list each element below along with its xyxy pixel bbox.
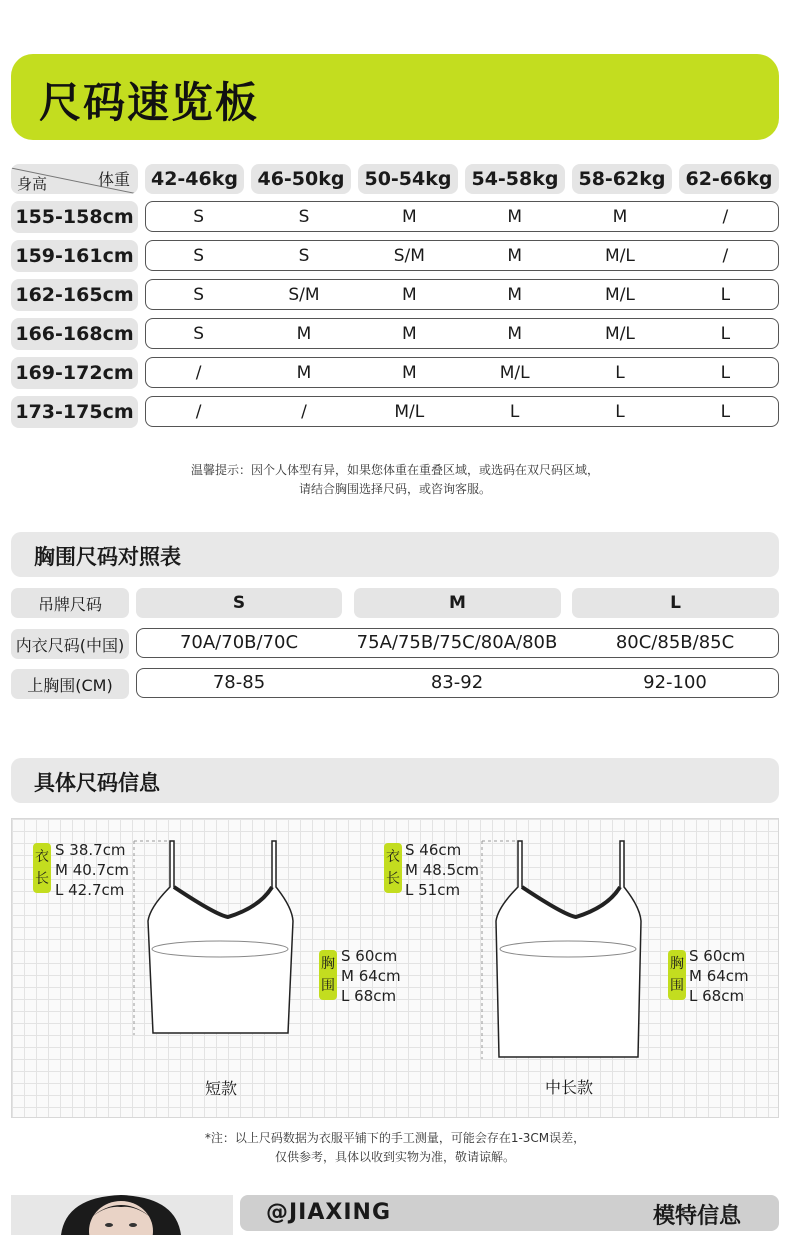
size-cell: M <box>612 206 628 227</box>
size-cell: L <box>720 284 731 305</box>
height-header: 159-161cm <box>11 240 138 272</box>
size-cell: M <box>401 206 417 227</box>
tag-char: 衣 <box>35 849 49 865</box>
height-axis-label: 身高 <box>17 175 48 193</box>
tag-char: 围 <box>670 978 684 994</box>
tag-char: 长 <box>386 871 400 887</box>
length-tag <box>384 843 402 893</box>
short-camisole-illustration <box>132 837 302 1057</box>
garment-diagram-panel <box>11 818 779 1118</box>
size-cell: / <box>722 245 729 266</box>
matrix-corner-cell <box>11 164 138 194</box>
tag-char: 胸 <box>321 956 335 972</box>
size-cell: S/M <box>393 245 425 266</box>
size-cell: M/L <box>499 362 530 383</box>
mid-camisole-illustration <box>480 837 650 1072</box>
measure-line: M 48.5cm <box>405 861 479 879</box>
measure-line: L 68cm <box>341 987 397 1005</box>
bust-value: 83-92 <box>430 672 484 693</box>
tag-char: 长 <box>35 871 49 887</box>
size-cell: M <box>507 284 522 305</box>
measurement-note: *注：以上尺码数据为衣服平铺下的手工测量，可能会存在1-3CM误差， <box>204 1131 586 1145</box>
cup-size-row <box>136 628 779 658</box>
tip-line: 温馨提示：因个人体型有异，如果您体重在重叠区域，或选码在双尺码区域， <box>190 463 599 477</box>
matrix-row <box>11 201 779 233</box>
matrix-row-values <box>145 396 779 427</box>
tag-char: 胸 <box>670 956 684 972</box>
height-header: 155-158cm <box>11 201 138 233</box>
page-title: 尺码速览板 <box>39 78 260 127</box>
bust-tag <box>668 950 686 1000</box>
short-bust-measurements <box>341 946 401 1006</box>
size-cell: M <box>296 362 312 383</box>
size-cell: M/L <box>605 284 635 305</box>
height-header: 173-175cm <box>11 396 138 428</box>
bust-tag <box>319 950 337 1000</box>
bust-row <box>136 668 779 698</box>
weight-header: 50-54kg <box>358 164 458 194</box>
model-info-title: 模特信息 <box>652 1204 741 1229</box>
size-cell: / <box>722 206 729 227</box>
weight-header: 54-58kg <box>465 164 565 194</box>
measure-line: L 51cm <box>405 881 461 899</box>
measure-line: M 64cm <box>689 967 749 985</box>
size-cell: M/L <box>605 245 635 266</box>
mid-style-caption: 中长款 <box>545 1078 594 1097</box>
size-cell: M <box>296 323 312 344</box>
size-cell: L <box>615 362 625 383</box>
measure-line: L 42.7cm <box>55 881 125 899</box>
tag-size-label: 吊牌尺码 <box>11 588 129 618</box>
length-tag <box>33 843 51 893</box>
mid-length-measurements <box>405 840 479 900</box>
size-cell: S <box>298 206 310 227</box>
bra-section-header <box>11 532 779 577</box>
measure-line: M 64cm <box>341 967 401 985</box>
size-header: S <box>136 588 342 618</box>
size-cell: L <box>720 362 731 383</box>
size-cell: S <box>193 284 205 305</box>
section-title: 具体尺码信息 <box>34 771 160 795</box>
size-cell: M <box>507 323 522 344</box>
weight-header: 58-62kg <box>572 164 672 194</box>
size-cell: S <box>193 245 205 266</box>
model-portrait-illustration <box>11 1195 233 1235</box>
measure-line: L 68cm <box>689 987 745 1005</box>
size-cell: L <box>509 401 520 422</box>
short-length-measurements <box>55 840 129 900</box>
size-cell: M/L <box>394 401 425 422</box>
size-cell: M/L <box>605 323 635 344</box>
size-cell: M <box>507 245 522 266</box>
size-cell: L <box>720 323 731 344</box>
matrix-row <box>11 357 779 389</box>
weight-header: 62-66kg <box>679 164 779 194</box>
weight-header: 42-46kg <box>145 164 244 194</box>
matrix-row-values <box>145 318 779 349</box>
model-handle: @JIAXING <box>266 1200 392 1225</box>
measure-line: M 40.7cm <box>55 861 129 879</box>
matrix-row <box>11 318 779 350</box>
size-cell: L <box>615 401 625 422</box>
bust-label: 上胸围(CM) <box>11 669 129 699</box>
size-cell: L <box>720 401 731 422</box>
size-matrix <box>11 164 779 428</box>
size-cell: S <box>298 245 310 266</box>
matrix-header-row <box>11 164 779 194</box>
height-header: 169-172cm <box>11 357 138 389</box>
cup-size-value: 70A/70B/70C <box>179 632 299 653</box>
detail-section-header <box>11 758 779 803</box>
size-header: M <box>354 588 561 618</box>
weight-axis-label: 体重 <box>97 170 130 189</box>
matrix-row <box>11 396 779 428</box>
matrix-row-values <box>145 279 779 310</box>
size-cell: M <box>401 323 417 344</box>
cup-size-value: 80C/85B/85C <box>615 632 735 653</box>
size-cell: / <box>301 401 307 422</box>
bust-value: 78-85 <box>212 672 266 693</box>
matrix-row-values <box>145 201 779 232</box>
size-cell: M <box>507 206 522 227</box>
bust-value: 92-100 <box>643 672 707 693</box>
size-cell: S <box>193 206 205 227</box>
measure-line: S 60cm <box>689 947 746 965</box>
size-cell: S <box>193 323 205 344</box>
tag-char: 围 <box>321 978 335 994</box>
size-cell: S/M <box>288 284 320 305</box>
size-cell: / <box>195 401 202 422</box>
tag-char: 衣 <box>386 849 400 865</box>
hero-banner <box>11 54 779 140</box>
measure-line: S 46cm <box>405 841 462 859</box>
measure-line: S 60cm <box>341 947 398 965</box>
tip-line: 请结合胸围选择尺码，或咨询客服。 <box>298 482 491 496</box>
size-header: L <box>572 588 779 618</box>
section-title: 胸围尺码对照表 <box>34 545 181 569</box>
measure-line: S 38.7cm <box>55 841 126 859</box>
cup-size-label: 内衣尺码(中国) <box>11 629 129 659</box>
matrix-row <box>11 279 779 311</box>
size-cell: / <box>195 362 202 383</box>
mid-bust-measurements <box>689 946 749 1006</box>
model-photo <box>11 1195 233 1235</box>
matrix-row-values <box>145 357 779 388</box>
size-cell: M <box>401 284 417 305</box>
matrix-row <box>11 240 779 272</box>
matrix-row-values <box>145 240 779 271</box>
measurement-note: 仅供参考，具体以收到实物为准，敬请谅解。 <box>274 1150 515 1164</box>
model-info-bar <box>240 1195 779 1231</box>
size-cell: M <box>401 362 417 383</box>
weight-header: 46-50kg <box>251 164 351 194</box>
height-header: 166-168cm <box>11 318 138 350</box>
short-style-caption: 短款 <box>205 1079 238 1098</box>
cup-size-value: 75A/75B/75C/80A/80B <box>356 632 558 653</box>
height-header: 162-165cm <box>11 279 138 311</box>
